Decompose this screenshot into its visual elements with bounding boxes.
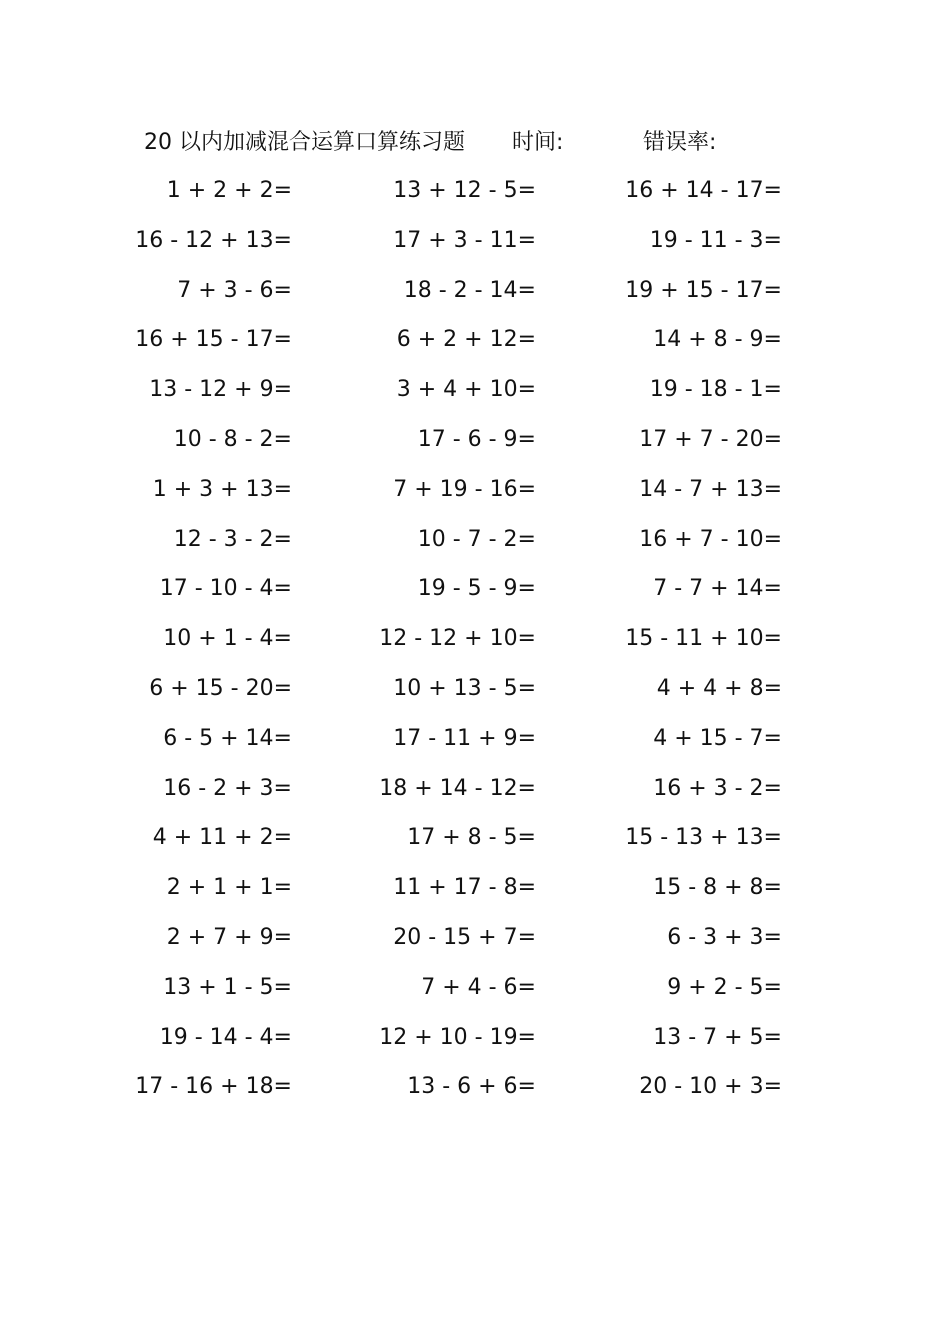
problem-row [0, 273, 950, 323]
problem: 10 + 1 - 4= [163, 626, 292, 652]
problem: 19 - 18 - 1= [649, 377, 782, 403]
problem: 10 + 13 - 5= [393, 675, 536, 701]
problem: 1 + 3 + 13= [152, 476, 292, 502]
problem-row [0, 920, 950, 970]
problem: 10 - 8 - 2= [173, 426, 292, 452]
problem: 6 - 5 + 14= [163, 725, 292, 751]
problem-row [0, 322, 950, 372]
problem-row [0, 422, 950, 472]
problem-row [0, 223, 950, 273]
error-rate-label: 错误率: [643, 130, 717, 155]
problem: 13 + 12 - 5= [393, 178, 536, 203]
problem: 17 - 6 - 9= [417, 426, 536, 452]
problem: 17 - 11 + 9= [393, 725, 536, 751]
problem-row [0, 522, 950, 572]
problem: 16 + 7 - 10= [639, 526, 782, 552]
problem: 7 + 4 - 6= [421, 974, 536, 1000]
problem-row [0, 1069, 950, 1119]
problem: 15 - 11 + 10= [625, 626, 782, 652]
problem-row [0, 1020, 950, 1070]
problem: 18 + 14 - 12= [379, 775, 536, 801]
time-label: 时间: [512, 130, 564, 155]
problem: 7 + 3 - 6= [177, 277, 292, 303]
problem: 1 + 2 + 2= [166, 178, 292, 203]
problem: 20 - 15 + 7= [393, 924, 536, 950]
problem-row [0, 621, 950, 671]
problem: 17 + 8 - 5= [407, 825, 536, 851]
problem: 10 - 7 - 2= [417, 526, 536, 552]
problem: 13 - 12 + 9= [149, 377, 292, 403]
problem: 17 - 16 + 18= [135, 1074, 292, 1100]
problem: 12 - 12 + 10= [379, 626, 536, 652]
problem: 3 + 4 + 10= [396, 377, 536, 403]
problem-row [0, 820, 950, 870]
problem-row [0, 372, 950, 422]
problem: 16 + 15 - 17= [135, 327, 292, 353]
problem: 14 + 8 - 9= [653, 327, 782, 353]
problem: 19 - 14 - 4= [159, 1024, 292, 1050]
problem: 16 - 2 + 3= [163, 775, 292, 801]
problem: 17 + 3 - 11= [393, 227, 536, 253]
problem-row [0, 472, 950, 522]
problem: 4 + 15 - 7= [653, 725, 782, 751]
problem: 19 + 15 - 17= [625, 277, 782, 303]
problem: 6 + 2 + 12= [396, 327, 536, 353]
problem: 13 - 7 + 5= [653, 1024, 782, 1050]
problem-row [0, 771, 950, 821]
problem-row [0, 970, 950, 1020]
problem: 11 + 17 - 8= [393, 875, 536, 901]
problem: 12 - 3 - 2= [173, 526, 292, 552]
problem-grid [0, 173, 950, 1119]
problem: 16 + 3 - 2= [653, 775, 782, 801]
problem: 17 + 7 - 20= [639, 426, 782, 452]
problem: 13 - 6 + 6= [407, 1074, 536, 1100]
problem: 6 - 3 + 3= [667, 924, 782, 950]
problem: 18 - 2 - 14= [403, 277, 536, 303]
worksheet-title: 20 以内加减混合运算口算练习题 [144, 130, 465, 155]
problem: 16 - 12 + 13= [135, 227, 292, 253]
problem: 15 - 13 + 13= [625, 825, 782, 851]
problem: 7 - 7 + 14= [653, 576, 782, 602]
problem: 2 + 7 + 9= [166, 924, 292, 950]
problem: 16 + 14 - 17= [625, 178, 782, 203]
problem: 7 + 19 - 16= [393, 476, 536, 502]
problem: 17 - 10 - 4= [159, 576, 292, 602]
problem: 12 + 10 - 19= [379, 1024, 536, 1050]
problem: 19 - 11 - 3= [649, 227, 782, 253]
problem: 19 - 5 - 9= [417, 576, 536, 602]
problem: 4 + 11 + 2= [152, 825, 292, 851]
problem-row [0, 173, 950, 223]
problem: 6 + 15 - 20= [149, 675, 292, 701]
problem: 2 + 1 + 1= [166, 875, 292, 901]
problem: 20 - 10 + 3= [639, 1074, 782, 1100]
problem: 15 - 8 + 8= [653, 875, 782, 901]
problem-row [0, 870, 950, 920]
problem: 13 + 1 - 5= [163, 974, 292, 1000]
problem: 9 + 2 - 5= [667, 974, 782, 1000]
problem: 14 - 7 + 13= [639, 476, 782, 502]
problem-row [0, 571, 950, 621]
problem-row [0, 671, 950, 721]
problem-row [0, 721, 950, 771]
problem: 4 + 4 + 8= [656, 675, 782, 701]
